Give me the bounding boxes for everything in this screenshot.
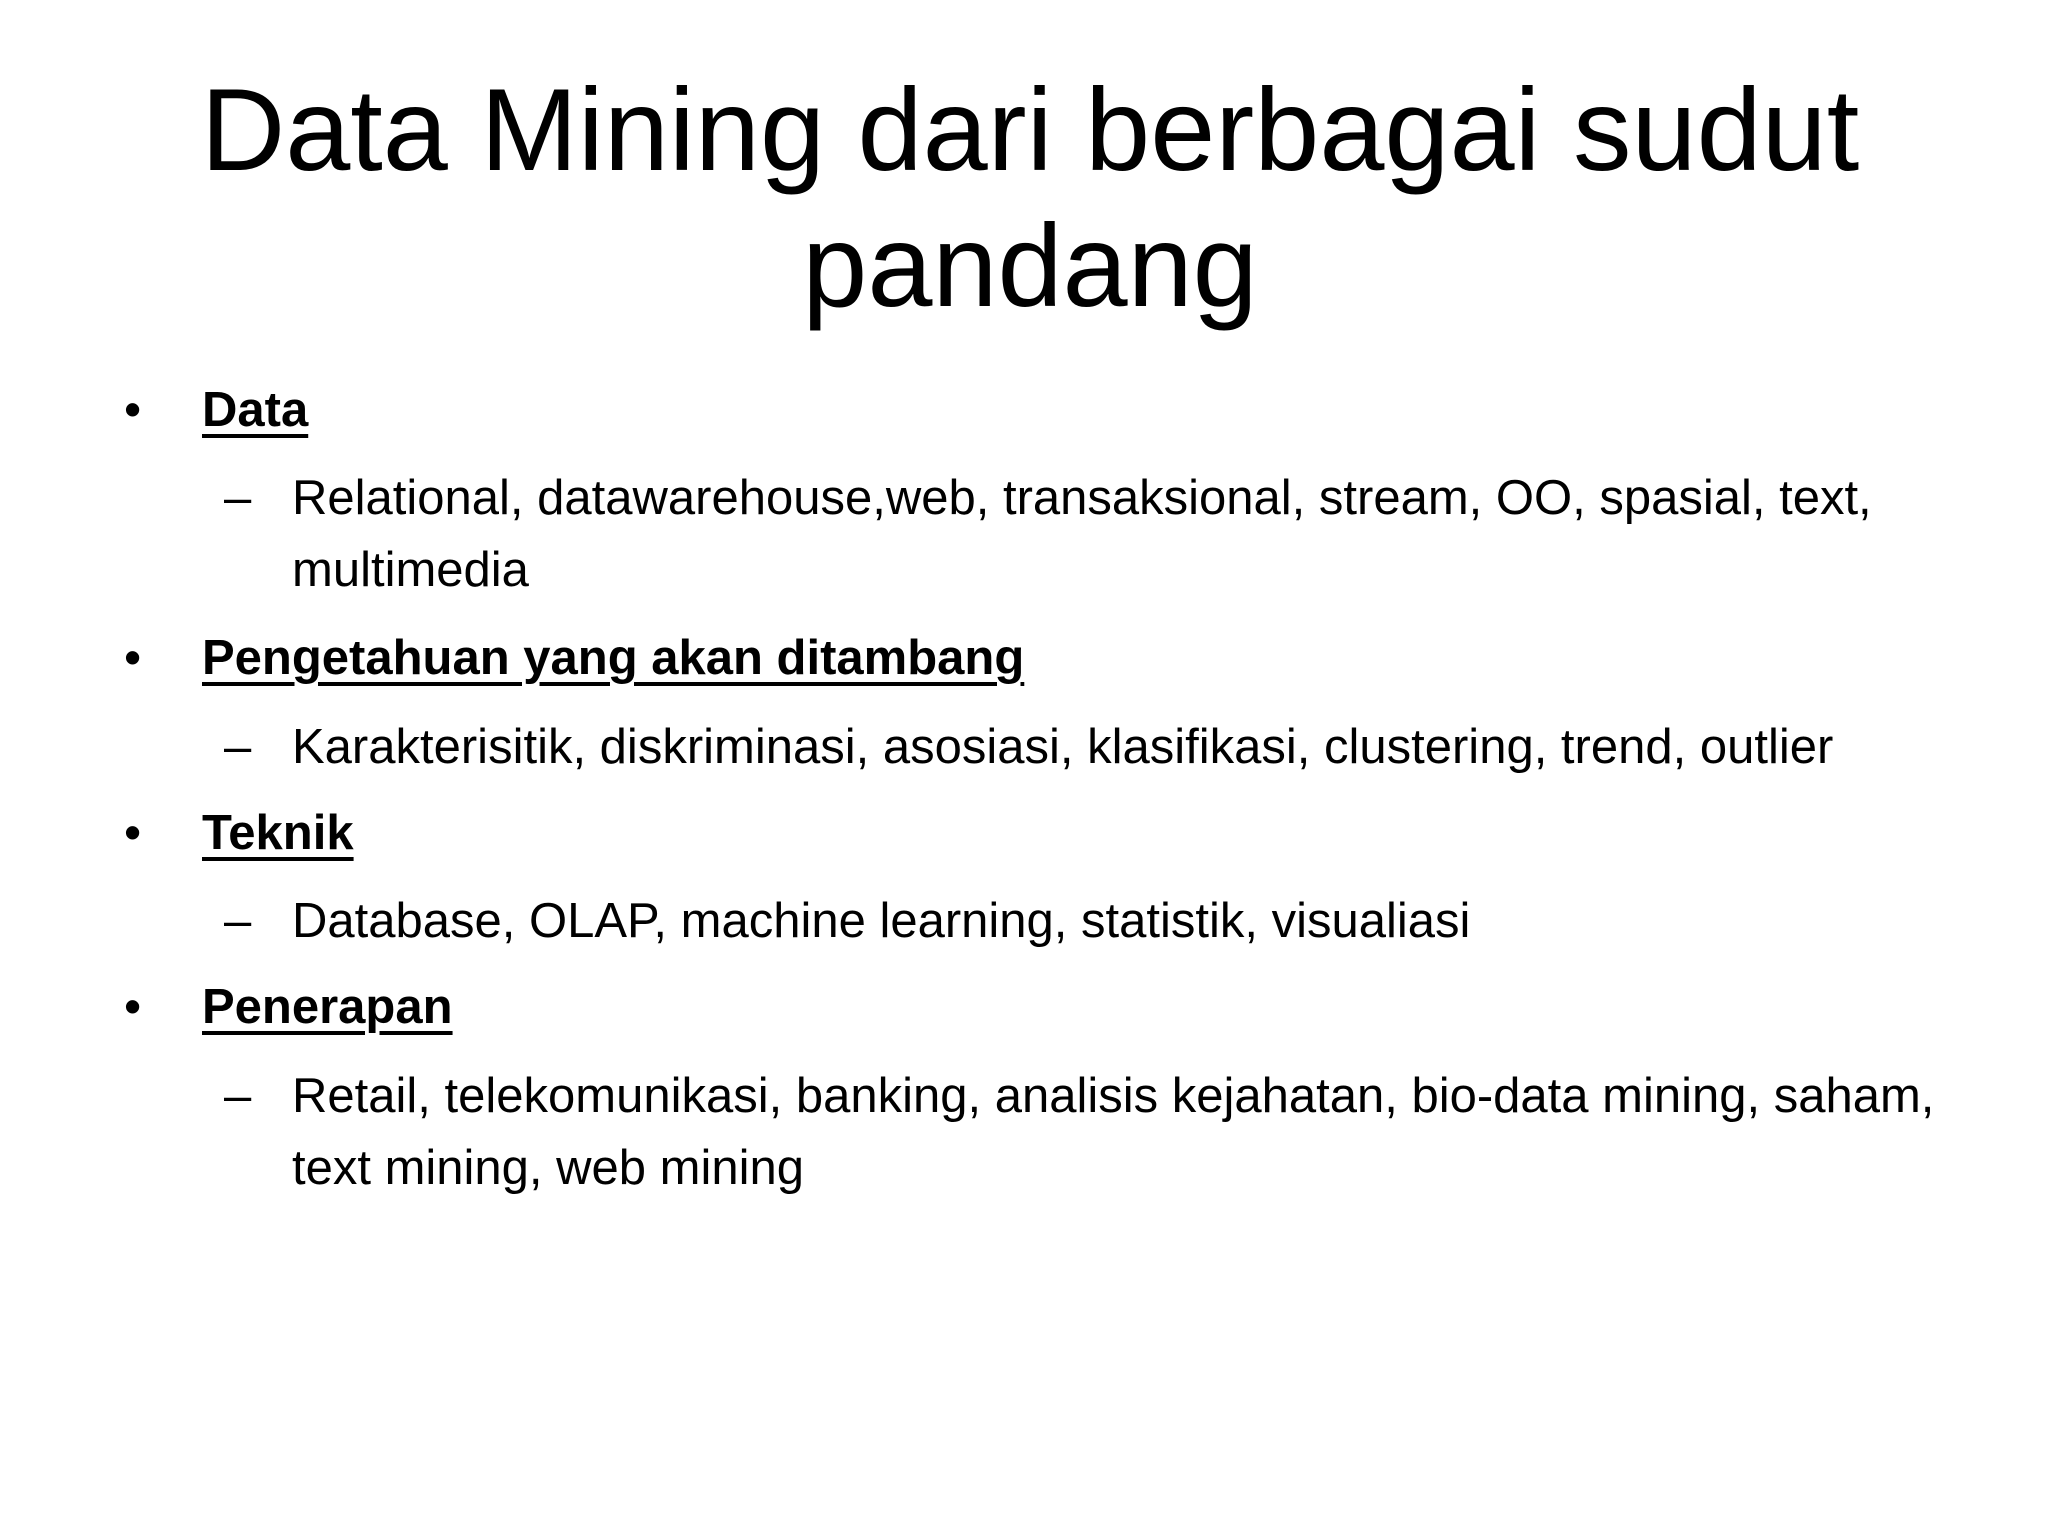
dash-icon: – [224, 1069, 252, 1123]
dash-icon: – [224, 720, 252, 774]
sub-item-text: Karakterisitik, diskriminasi, asosiasi, klasifikasi, clustering, trend, outlier [292, 720, 1834, 774]
dash-icon: – [224, 894, 252, 948]
sub-item-text: Database, OLAP, machine learning, statistik, visualiasi [292, 894, 1471, 948]
bullet-heading: Data [202, 383, 309, 437]
bullet-icon: • [124, 806, 142, 860]
bullet-icon: • [124, 383, 142, 437]
bullet-heading: Teknik [202, 806, 354, 860]
bullet-icon: • [124, 631, 142, 685]
bullet-icon: • [124, 980, 142, 1034]
slide-title: Data Mining dari berbagai sudut pandang [200, 64, 1860, 331]
dash-icon: – [224, 471, 252, 525]
sub-item-text: Relational, datawarehouse,web, transaksional, stream, OO, spasial, text, multimedia [292, 471, 1872, 597]
bullet-heading: Penerapan [202, 980, 453, 1034]
bullet-heading: Pengetahuan yang akan ditambang [202, 631, 1025, 685]
sub-item-text: Retail, telekomunikasi, banking, analisis kejahatan, bio-data mining, saham, text mining, web mining [292, 1069, 1935, 1195]
